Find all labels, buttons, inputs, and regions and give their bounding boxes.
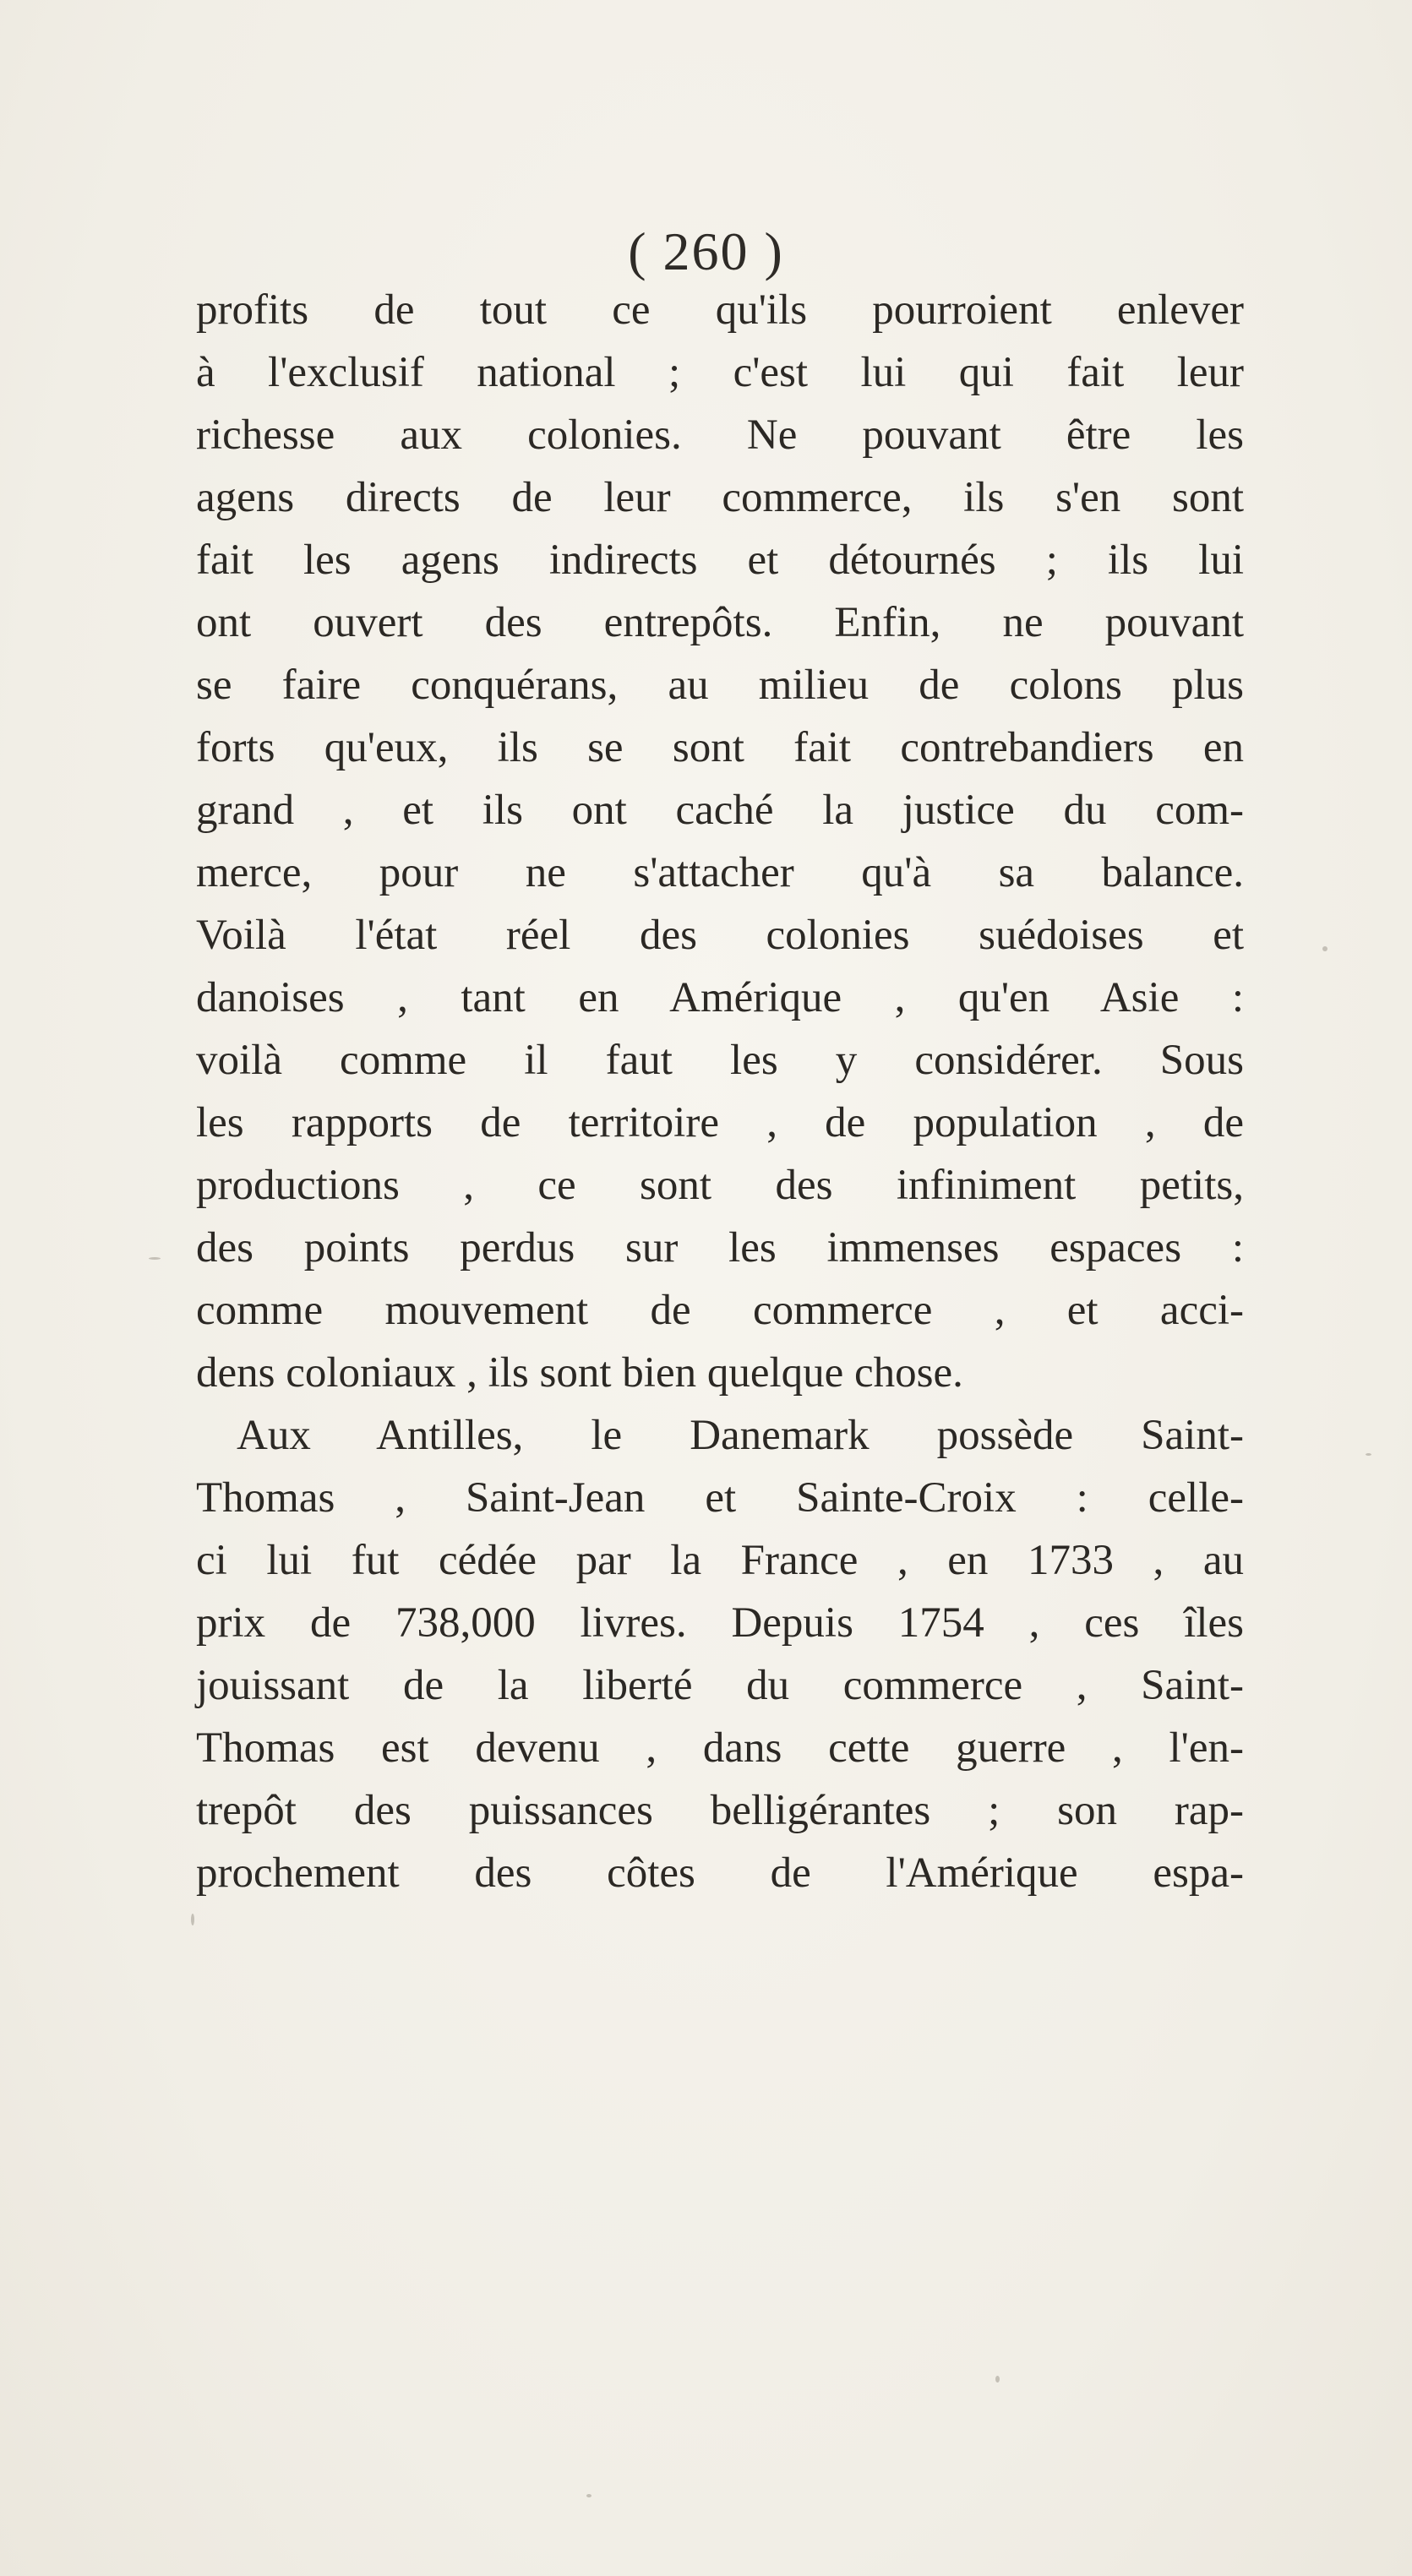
paper-speck [191,1914,194,1925]
text-line: des points perdus sur les immenses espaces : [196,1224,1244,1272]
text-line: richesse aux colonies. Ne pouvant être les [196,411,1244,459]
text-line: productions , ce sont des infiniment petits, [196,1162,1244,1209]
text-line: merce, pour ne s'attacher qu'à sa balance. [196,849,1244,896]
text-line: agens directs de leur commerce, ils s'en sont [196,474,1244,521]
text-line: jouissant de la liberté du commerce , Saint- [196,1662,1244,1709]
text-line: ont ouvert des entrepôts. Enfin, ne pouvant [196,599,1244,646]
text-line: à l'exclusif national ; c'est lui qui fait leur [196,349,1244,396]
paper-speck [1366,1453,1371,1456]
text-line: prix de 738,000 livres. Depuis 1754 , ces îles [196,1599,1244,1647]
text-line: Thomas , Saint-Jean et Sainte-Croix : celle- [196,1474,1244,1522]
text-line: prochement des côtes de l'Amérique espa- [196,1849,1244,1897]
text-line: se faire conquérans, au milieu de colons plus [196,662,1244,709]
text-line: ci lui fut cédée par la France , en 1733 , au [196,1537,1244,1584]
text-line: grand , et ils ont caché la justice du com- [196,787,1244,834]
text-line: danoises , tant en Amérique , qu'en Asie : [196,974,1244,1021]
text-line: Thomas est devenu , dans cette guerre , l'en- [196,1724,1244,1772]
text-line: trepôt des puissances belligérantes ; son rap- [196,1787,1244,1834]
page-number: ( 260 ) [628,221,784,281]
text-line: forts qu'eux, ils se sont fait contrebandiers en [196,724,1244,771]
text-line: dens coloniaux , ils sont bien quelque chose. [196,1349,963,1397]
paper-speck [1322,946,1327,951]
text-line: fait les agens indirects et détournés ; ils lui [196,536,1244,584]
paper-speck [586,2494,592,2497]
paragraph-start-line: Aux Antilles, le Danemark possède Saint- [237,1412,1244,1459]
text-line: Voilà l'état réel des colonies suédoises et [196,912,1244,959]
body-text [196,279,1244,1904]
paper-speck [995,2376,1000,2383]
text-line: les rapports de territoire , de population , de [196,1099,1244,1146]
text-line: comme mouvement de commerce , et acci- [196,1287,1244,1334]
text-line: profits de tout ce qu'ils pourroient enlever [196,286,1244,334]
text-line: voilà comme il faut les y considérer. Sous [196,1037,1244,1084]
paper-speck [149,1257,161,1260]
